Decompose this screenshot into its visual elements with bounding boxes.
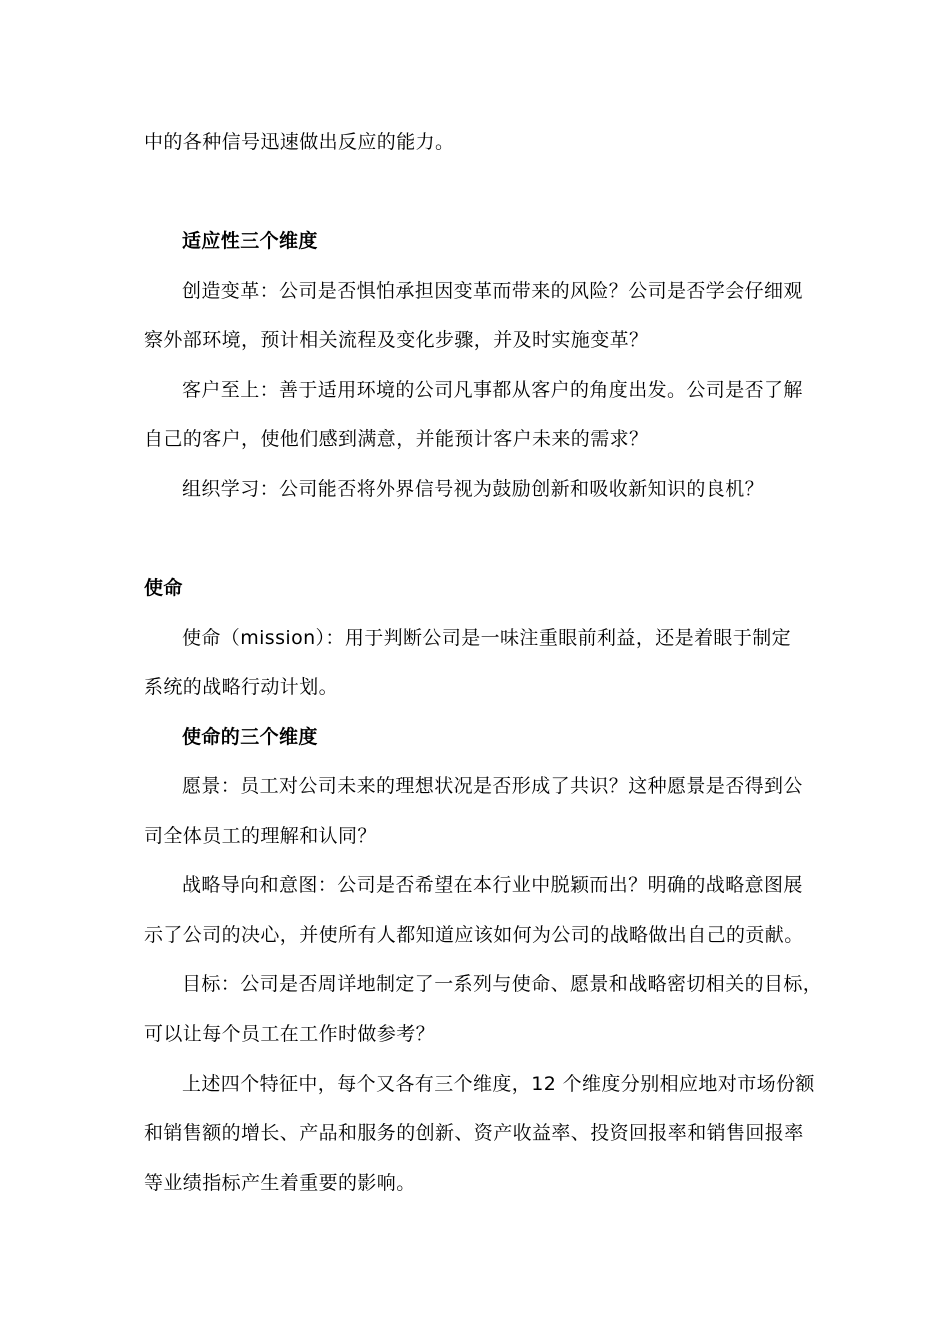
section-title: 使命: [144, 577, 183, 599]
paragraph-line: 目标：公司是否周详地制定了一系列与使命、愿景和战略密切相关的目标，: [182, 973, 823, 995]
paragraph-line: 使命（mission）：用于判断公司是一味注重眼前利益，还是着眼于制定: [182, 627, 792, 649]
section-heading: 使命的三个维度: [182, 726, 318, 748]
paragraph-line: 客户至上：善于适用环境的公司凡事都从客户的角度出发。公司是否了解: [182, 379, 803, 401]
text-line: 中的各种信号迅速做出反应的能力。: [144, 131, 455, 153]
paragraph-line: 组织学习：公司能否将外界信号视为鼓励创新和吸收新知识的良机？: [182, 478, 765, 500]
paragraph-line: 系统的战略行动计划。: [144, 676, 339, 698]
paragraph-line: 示了公司的决心，并使所有人都知道应该如何为公司的战略做出自己的贡献。: [144, 924, 804, 946]
section-heading: 适应性三个维度: [182, 230, 318, 252]
paragraph-line: 察外部环境，预计相关流程及变化步骤，并及时实施变革？: [144, 329, 649, 351]
paragraph-line: 愿景：员工对公司未来的理想状况是否形成了共识？这种愿景是否得到公: [182, 775, 803, 797]
paragraph-line: 等业绩指标产生着重要的影响。: [144, 1172, 416, 1194]
paragraph-line: 创造变革：公司是否惧怕承担因变革而带来的风险？公司是否学会仔细观: [182, 280, 803, 302]
paragraph-line: 可以让每个员工在工作时做参考？: [144, 1023, 436, 1045]
paragraph-line: 和销售额的增长、产品和服务的创新、资产收益率、投资回报率和销售回报率: [144, 1122, 804, 1144]
paragraph-line: 自己的客户，使他们感到满意，并能预计客户未来的需求？: [144, 428, 649, 450]
paragraph-line: 司全体员工的理解和认同？: [144, 825, 377, 847]
paragraph-line: 战略导向和意图：公司是否希望在本行业中脱颖而出？明确的战略意图展: [182, 874, 803, 896]
paragraph-line: 上述四个特征中，每个又各有三个维度，12 个维度分别相应地对市场份额: [182, 1073, 815, 1095]
